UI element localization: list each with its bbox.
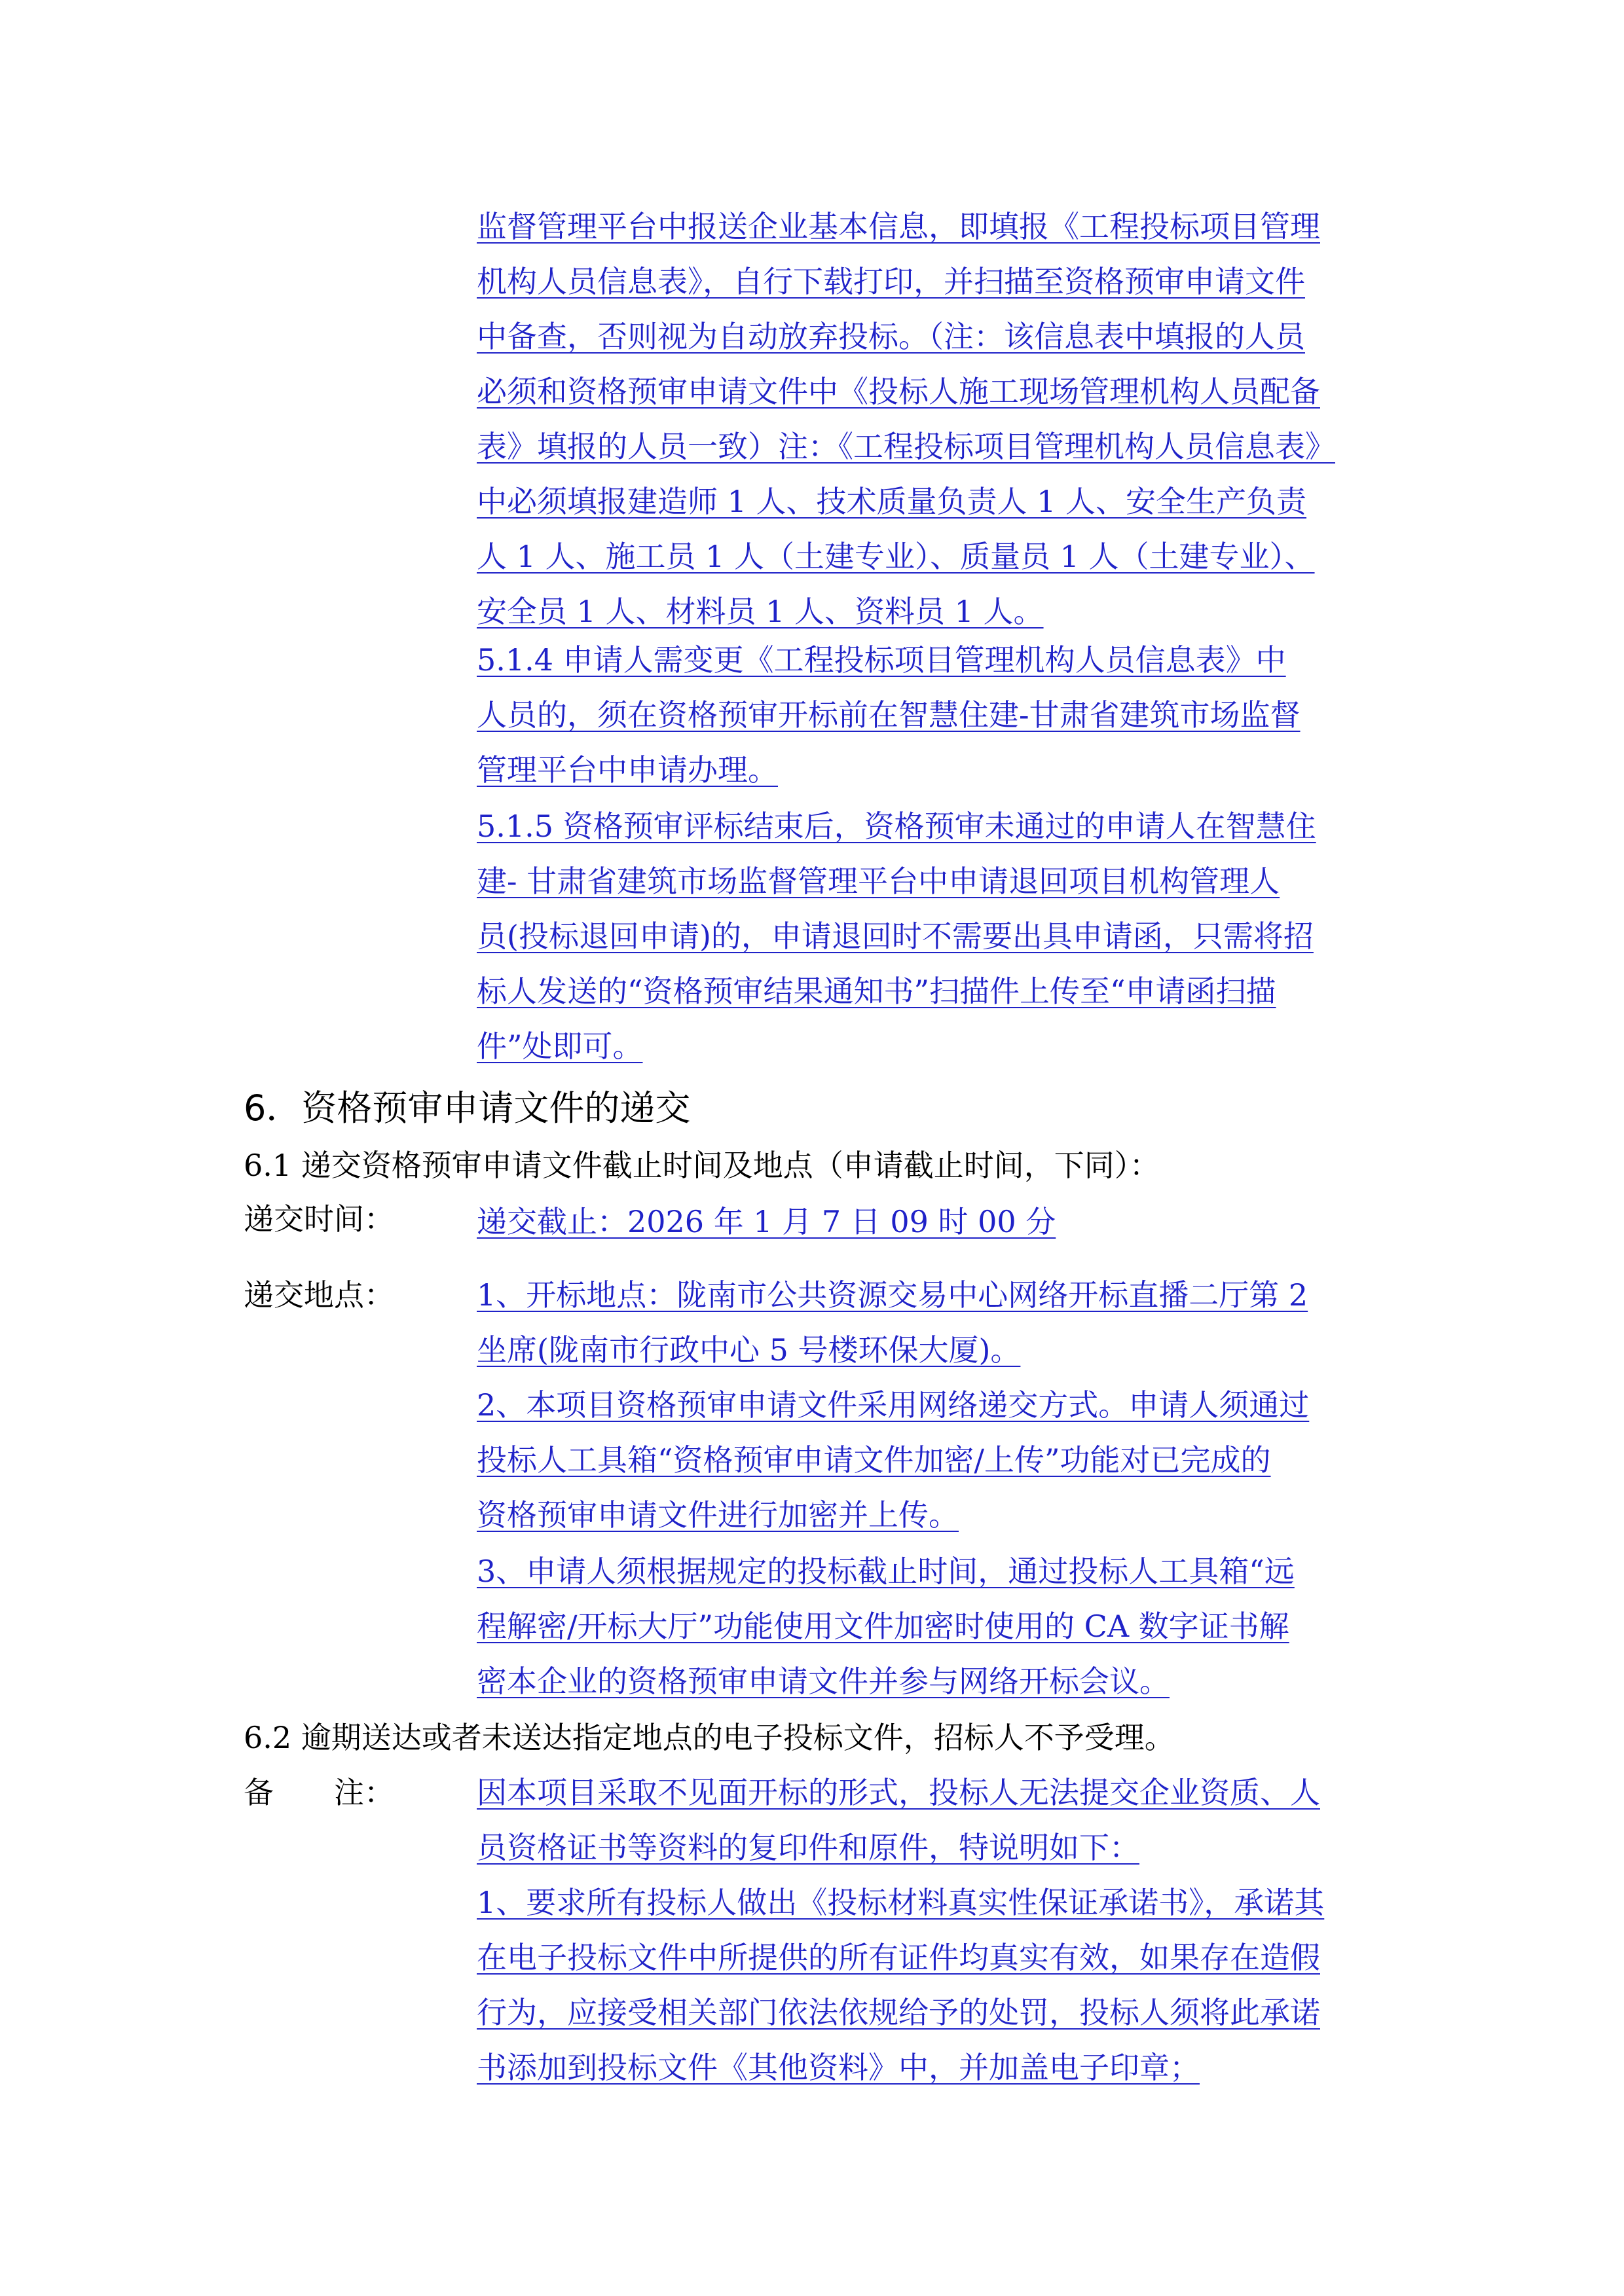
item-6-1: 6.1 递交资格预审申请文件截止时间及地点（申请截止时间，下同）： <box>244 1148 1160 1183</box>
text-line[interactable]: 人员的，须在资格预审开标前在智慧住建-甘肃省建筑市场监督 <box>477 697 1301 733</box>
remark-label: 备 注： <box>244 1775 394 1810</box>
text-line[interactable]: 1、开标地点：陇南市公共资源交易中心网络开标直播二厅第 2 <box>477 1277 1308 1313</box>
text-line[interactable]: 因本项目采取不见面开标的形式，投标人无法提交企业资质、人 <box>477 1775 1320 1810</box>
remark-item-2 <box>477 1883 1375 2103</box>
text-line[interactable]: 2、本项目资格预审申请文件采用网络递交方式。申请人须通过 <box>477 1387 1310 1423</box>
submit-time-label: 递交时间： <box>244 1201 394 1237</box>
text-line[interactable]: 坐席(陇南市行政中心 5 号楼环保大厦)。 <box>477 1332 1021 1368</box>
text-line[interactable]: 5.1.5 资格预审评标结束后，资格预审未通过的申请人在智慧住 <box>477 809 1316 844</box>
text-line[interactable]: 件”处即可。 <box>477 1029 643 1064</box>
place-item-1 <box>477 1275 1375 1385</box>
submit-time-value[interactable]: 递交截止：2026 年 1 月 7 日 09 时 00 分 <box>477 1204 1056 1239</box>
submit-place-label: 递交地点： <box>244 1277 394 1313</box>
text-line[interactable]: 投标人工具箱“资格预审申请文件加密/上传”功能对已完成的 <box>477 1442 1271 1478</box>
text-line[interactable]: 人 1 人、施工员 1 人（土建专业）、质量员 1 人（土建专业）、 <box>477 539 1315 574</box>
paragraph-5-1-4 <box>477 640 1375 805</box>
text-line[interactable]: 安全员 1 人、材料员 1 人、资料员 1 人。 <box>477 594 1044 629</box>
paragraph-5-1-5 <box>477 807 1375 1082</box>
place-item-3 <box>477 1552 1375 1717</box>
item-6-2: 6.2 逾期送达或者未送达指定地点的电子投标文件，招标人不予受理。 <box>244 1720 1175 1755</box>
text-line[interactable]: 中必须填报建造师 1 人、技术质量负责人 1 人、安全生产负责 <box>477 484 1307 519</box>
remark-item-1 <box>477 1773 1375 1883</box>
text-line[interactable]: 在电子投标文件中所提供的所有证件均真实有效，如果存在造假 <box>477 1940 1320 1975</box>
text-line[interactable]: 监督管理平台中报送企业基本信息，即填报《工程投标项目管理 <box>477 209 1320 244</box>
text-line[interactable]: 书添加到投标文件《其他资料》中，并加盖电子印章； <box>477 2050 1200 2085</box>
text-line[interactable]: 员(投标退回申请)的，申请退回时不需要出具申请函，只需将招 <box>477 919 1314 954</box>
paragraph-5-1-3-continued <box>477 207 1375 647</box>
text-line[interactable]: 机构人员信息表》，自行下载打印，并扫描至资格预审申请文件 <box>477 264 1305 299</box>
place-item-2 <box>477 1385 1375 1550</box>
text-line[interactable]: 1、要求所有投标人做出《投标材料真实性保证承诺书》，承诺其 <box>477 1885 1325 1920</box>
text-line[interactable]: 中备查，否则视为自动放弃投标。（注：该信息表中填报的人员 <box>477 319 1305 354</box>
text-line[interactable]: 建- 甘肃省建筑市场监督管理平台中申请退回项目机构管理人 <box>477 864 1280 899</box>
text-line[interactable]: 管理平台中申请办理。 <box>477 752 778 788</box>
text-line[interactable]: 程解密/开标大厅”功能使用文件加密时使用的 CA 数字证书解 <box>477 1609 1289 1644</box>
text-line[interactable]: 必须和资格预审申请文件中《投标人施工现场管理机构人员配备 <box>477 374 1320 409</box>
text-line[interactable]: 行为，应接受相关部门依法依规给予的处罚，投标人须将此承诺 <box>477 1995 1320 2030</box>
text-line[interactable]: 5.1.4 申请人需变更《工程投标项目管理机构人员信息表》中 <box>477 642 1286 678</box>
text-line[interactable]: 员资格证书等资料的复印件和原件，特说明如下： <box>477 1830 1139 1865</box>
text-line[interactable]: 密本企业的资格预审申请文件并参与网络开标会议。 <box>477 1664 1170 1699</box>
text-line[interactable]: 资格预审申请文件进行加密并上传。 <box>477 1497 959 1533</box>
section-heading: 6．资格预审申请文件的递交 <box>244 1087 691 1129</box>
text-line[interactable]: 表》填报的人员一致）注：《工程投标项目管理机构人员信息表》 <box>477 429 1335 464</box>
text-line[interactable]: 3、申请人须根据规定的投标截止时间，通过投标人工具箱“远 <box>477 1554 1295 1589</box>
text-line[interactable]: 标人发送的“资格预审结果通知书”扫描件上传至“申请函扫描 <box>477 974 1276 1009</box>
